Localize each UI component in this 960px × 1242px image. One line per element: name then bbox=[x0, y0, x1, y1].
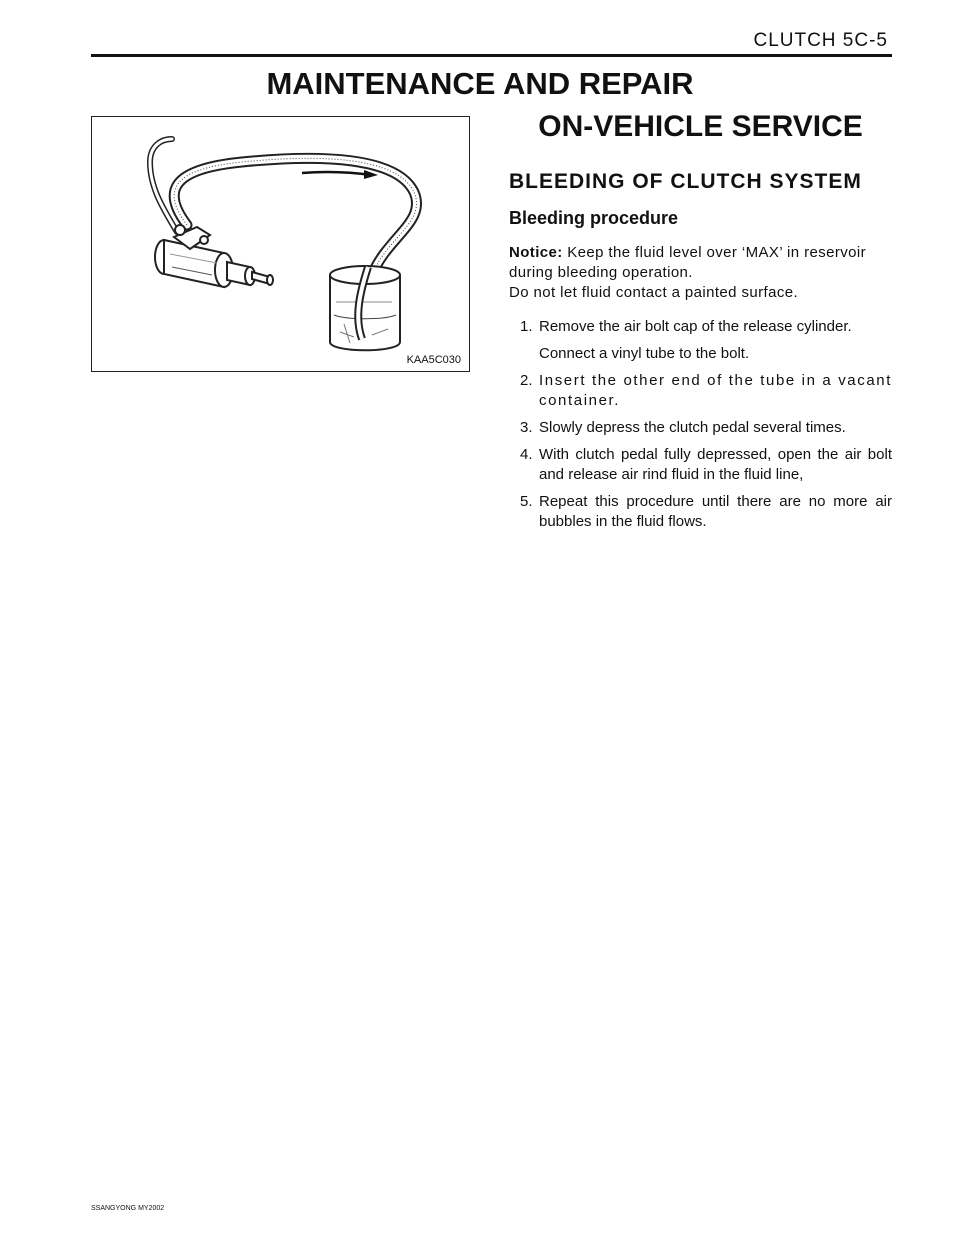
step-number: 5. bbox=[520, 493, 533, 510]
notice-line: Do not let fluid contact a painted surface. bbox=[509, 284, 799, 301]
step-text: Remove the air bolt cap of the release cylinder. bbox=[539, 318, 852, 335]
procedure-step bbox=[509, 492, 892, 532]
procedure-step bbox=[509, 445, 892, 485]
notice-block bbox=[509, 243, 892, 303]
step-number: 4. bbox=[520, 446, 533, 463]
procedure-steps bbox=[509, 317, 892, 532]
step-number: 3. bbox=[520, 419, 533, 436]
step-text: Insert the other end of the tube in a vacant container. bbox=[539, 372, 892, 409]
bleeding-diagram bbox=[92, 117, 469, 371]
procedure-title: Bleeding procedure bbox=[509, 208, 679, 228]
notice-line: during bleeding operation. bbox=[509, 264, 693, 281]
subsection-title: BLEEDING OF CLUTCH SYSTEM bbox=[509, 170, 862, 193]
notice-label: Notice: bbox=[509, 244, 563, 261]
flow-arrow bbox=[302, 172, 372, 175]
procedure-step bbox=[509, 371, 892, 411]
step-number: 1. bbox=[520, 318, 533, 335]
clutch-bleeding-illustration bbox=[91, 116, 470, 372]
step-text: With clutch pedal fully depressed, open the air bolt and release air rind fluid in the fluid line, bbox=[539, 446, 892, 483]
release-cylinder bbox=[155, 225, 273, 287]
figure-caption: KAA5C030 bbox=[406, 354, 461, 366]
header-divider bbox=[91, 54, 892, 57]
section-title: ON-VEHICLE SERVICE bbox=[538, 110, 863, 143]
step-extra-text: Connect a vinyl tube to the bolt. bbox=[539, 345, 750, 362]
page-header: CLUTCH 5C-5 bbox=[753, 30, 888, 51]
content-column bbox=[509, 110, 892, 539]
fluid-container bbox=[330, 266, 400, 350]
step-number: 2. bbox=[520, 372, 533, 389]
notice-line: Keep the fluid level over ‘MAX’ in reservoir bbox=[562, 244, 867, 261]
procedure-step bbox=[509, 418, 892, 438]
page-title: MAINTENANCE AND REPAIR bbox=[266, 66, 694, 101]
step-text: Repeat this procedure until there are no more air bubbles in the fluid flows. bbox=[539, 493, 892, 530]
step-text: Slowly depress the clutch pedal several times. bbox=[539, 419, 846, 436]
page-footer: SSANGYONG MY2002 bbox=[91, 1205, 165, 1212]
procedure-step bbox=[509, 317, 892, 364]
